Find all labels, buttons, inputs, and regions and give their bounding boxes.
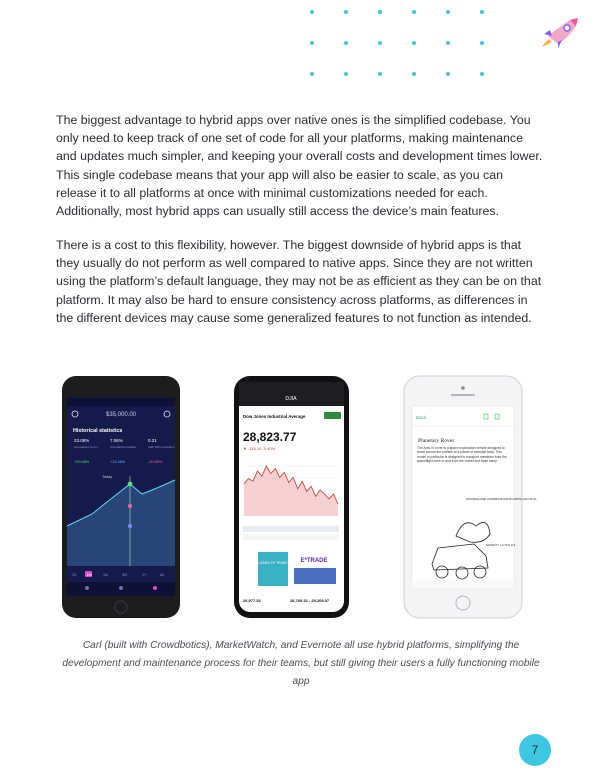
svg-text:1M: 1M (103, 573, 108, 577)
svg-text:GRAVITY (-3.711) 3.3: GRAVITY (-3.711) 3.3 (486, 543, 516, 547)
mw-ad-brand: E*TRADE (300, 558, 328, 564)
dot (310, 41, 314, 45)
page-number: 7 (531, 743, 539, 757)
svg-text:23.08%: 23.08% (74, 438, 90, 443)
svg-text:3M: 3M (122, 573, 127, 577)
svg-text:26,977.52: 26,977.52 (243, 598, 261, 603)
svg-text:+20.08%: +20.08% (74, 460, 90, 464)
dot (310, 72, 314, 76)
dot (480, 41, 484, 45)
dot (344, 72, 348, 76)
dot (446, 10, 450, 14)
dot (412, 41, 416, 45)
dot (412, 72, 416, 76)
dot-grid-decoration (300, 0, 520, 90)
svg-text:+13.46%: +13.46% (110, 460, 126, 464)
dot (480, 72, 484, 76)
svg-text:STANDALONE COMMUNICATION APPS: STANDALONE COMMUNICATION APPS CRU IS IG (466, 497, 537, 501)
mw-index-name: Dow Jones Industrial Average (243, 414, 306, 419)
dot (378, 41, 382, 45)
carl-section-title: Historical statistics (73, 428, 123, 434)
svg-text:All: All (160, 573, 164, 577)
dot (412, 10, 416, 14)
svg-text:28,769.32 - 29,209.07: 28,769.32 - 29,209.07 (290, 598, 330, 603)
svg-text:Annualized volatility: Annualized volatility (110, 445, 137, 449)
figure-caption: Carl (built with Crowdbotics), MarketWatch, and Evernote all use hybrid platforms, simplifying the development and maintenance process for their teams, but still giving their users a fully functioning mobile app (62, 640, 540, 687)
dot (378, 72, 382, 76)
dot (446, 41, 450, 45)
carl-app-phone (62, 376, 180, 618)
evernote-back: Back (416, 415, 427, 420)
svg-text:1Y: 1Y (142, 573, 147, 577)
svg-text:Today: Today (102, 475, 113, 479)
svg-text:S&P 500 correlation: S&P 500 correlation (148, 445, 175, 449)
carl-balance: $35,000.00 (105, 412, 137, 418)
body-paragraph-1: The biggest advantage to hybrid apps over native ones is the simplified codebase. You only need to keep track of one set of code for all your platforms, making maintenance and updates much simpler, and keeping your overall costs and development times lower. This single codebase means that your app will also be easier to scale, as you can release it to all platforms at once with minimal customizations needed for each. Additionally, most hybrid apps can usually still access the device’s main features. (56, 113, 543, 219)
body-paragraph-2: There is a cost to this flexibility, however. The biggest downside of hybrid apps is that they usually do not perform as well compared to native apps. Since they are not written using the platform’s default language, they may not be as efficient as they can be on that platform. It may also be hard to ensure consistency across platforms, as differences in the different devices may cause some generalized features to not function as intended. (56, 238, 542, 325)
mw-price: 28,823.77 (243, 430, 297, 444)
rocket-icon (540, 14, 584, 48)
mw-ad-text: LEARN TO TRADE (258, 561, 288, 565)
dot (310, 10, 314, 14)
evernote-note-title: Planetary Rover (418, 438, 455, 444)
app-screenshots-figure (56, 374, 546, 619)
page-number-badge (519, 734, 551, 766)
dot (344, 41, 348, 45)
svg-text:-20.66%: -20.66% (148, 460, 163, 464)
svg-text:1W: 1W (86, 573, 92, 577)
svg-text:1D: 1D (72, 573, 77, 577)
svg-text:7.06%: 7.06% (110, 438, 123, 443)
dot (378, 10, 382, 14)
marketwatch-app-phone (234, 376, 349, 618)
mw-ticker: DJIA (285, 396, 297, 402)
dot (446, 72, 450, 76)
svg-text:Annualized return: Annualized return (74, 445, 98, 449)
dot (344, 10, 348, 14)
evernote-note-body: The Ares IV rover is a space exploration vehicle designed to move across the surface of a planet or celestial body. This model in particular is designed to transport members from the spaceflight crew to and from the rocket and base camp. (417, 446, 507, 464)
svg-text:0.21: 0.21 (148, 438, 157, 443)
evernote-app-phone (404, 376, 537, 618)
dot (480, 10, 484, 14)
mw-change: ▼ -115.10 -0.40% (243, 446, 276, 451)
